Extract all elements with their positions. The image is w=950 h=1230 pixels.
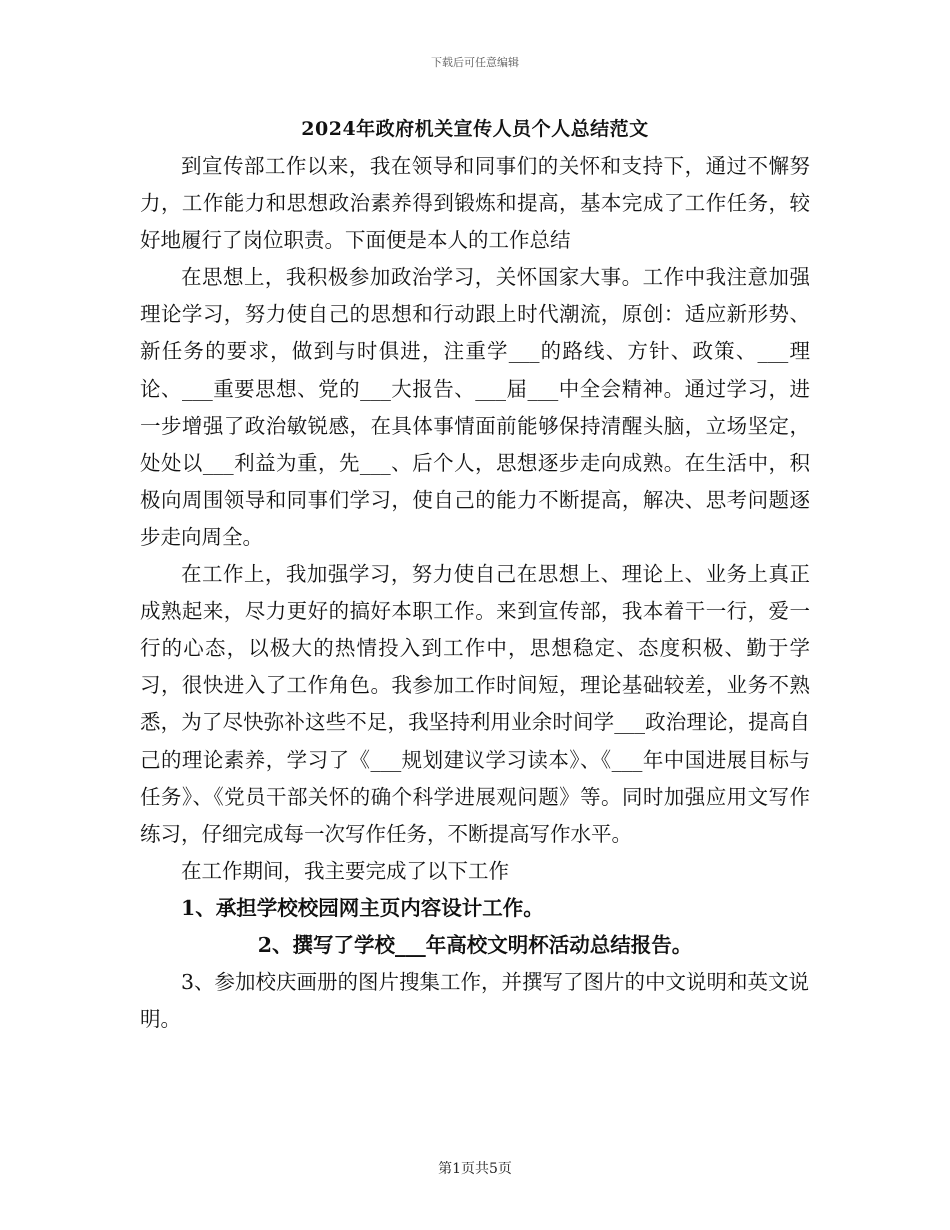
paragraph-tasks-intro: 在工作期间，我主要完成了以下工作: [181, 858, 509, 883]
paragraph-thought: 在思想上，我积极参加政治学习，关怀国家大事。工作中我注意加强理论学习，努力使自己的思想和行动跟上时代潮流，原创：适应新形势、新任务的要求，做到与时俱进，注重学___的路线、方针、政策、___理论、___重要思想、党的___大报告、___届___中全会精神。通过学习，进一步增强了政治敏锐感，在具体事情面前能够保持清醒头脑，立场坚定，处处以___利益为重，先___、后个人，思想逐步走向成熟。在生活中，积极向周围领导和同事们学习，使自己的能力不断提高，解决、思考问题逐步走向周全。: [140, 265, 810, 549]
list-item-3: 3、参加校庆画册的图片搜集工作，并撰写了图片的中文说明和英文说明。: [140, 970, 810, 1032]
header-note: 下载后可任意编辑: [431, 56, 519, 69]
document-body: [140, 148, 810, 1038]
document-title: 2024年政府机关宣传人员个人总结范文: [301, 118, 649, 140]
list-item-1: 1、承担学校校园网主页内容设计工作。: [181, 895, 544, 920]
paragraph-work: 在工作上，我加强学习，努力使自己在思想上、理论上、业务上真正成熟起来，尽力更好的搞好本职工作。来到宣传部，我本着干一行，爱一行的心态，以极大的热情投入到工作中，思想稳定、态度积极、勤于学习，很快进入了工作角色。我参加工作时间短，理论基础较差，业务不熟悉，为了尽快弥补这些不足，我坚持利用业余时间学___政治理论，提高自己的理论素养，学习了《___规划建议学习读本》、《___年中国进展目标与任务》、《党员干部关怀的确个科学进展观问题》等。同时加强应用文写作练习，仔细完成每一次写作任务，不断提高写作水平。: [140, 562, 810, 846]
list-item-2: 2、撰写了学校___年高校文明杯活动总结报告。: [257, 932, 693, 957]
paragraph-intro: 到宣传部工作以来，我在领导和同事们的关怀和支持下，通过不懈努力，工作能力和思想政治素养得到锻炼和提高，基本完成了工作任务，较好地履行了岗位职责。下面便是本人的工作总结: [140, 154, 810, 253]
page-footer: 第1页共5页: [438, 1161, 512, 1177]
